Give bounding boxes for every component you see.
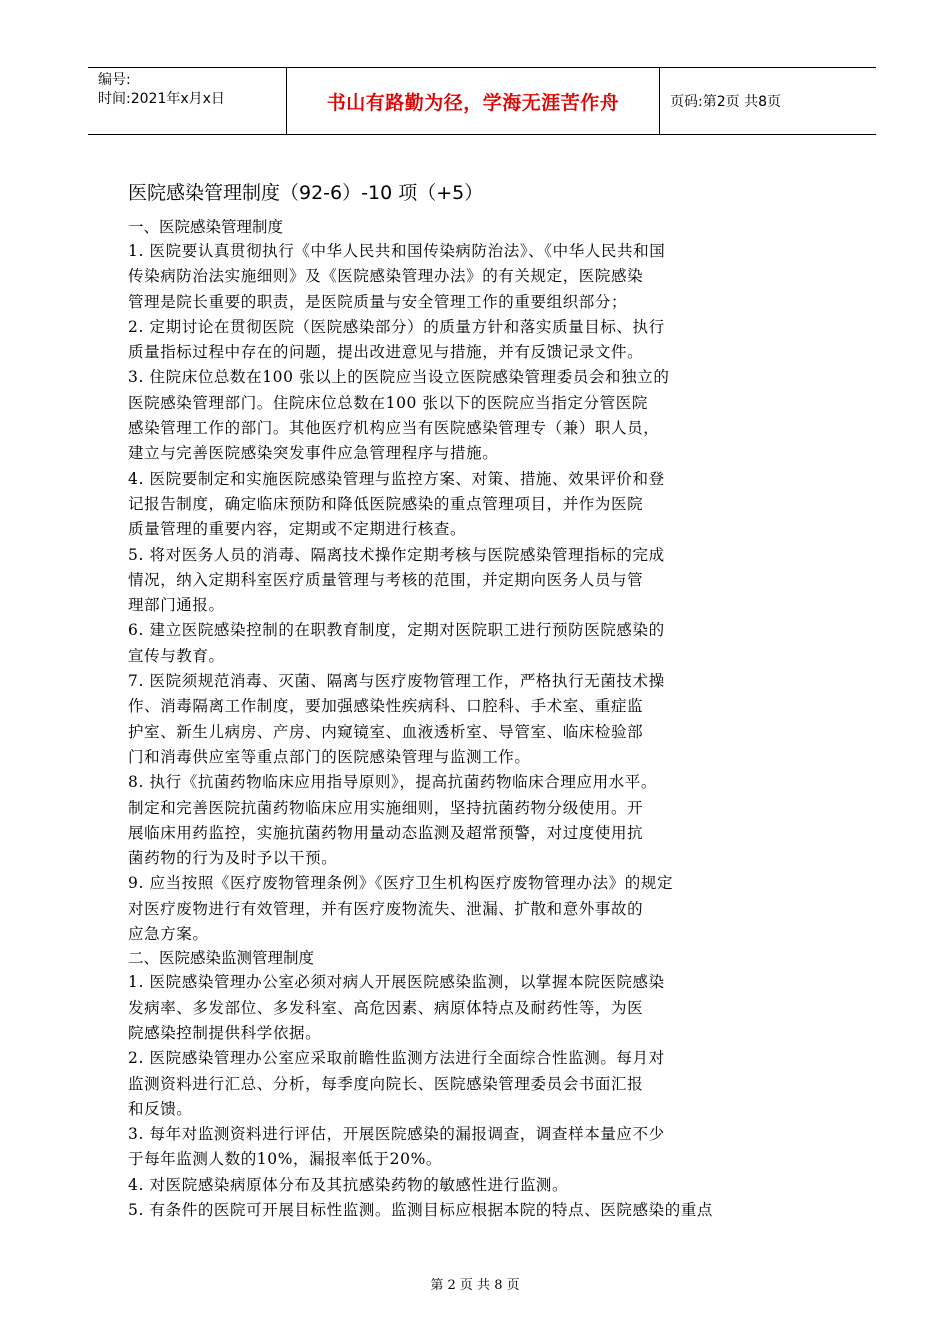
text-line: 6. 建立医院感染控制的在职教育制度，定期对医院职工进行预防医院感染的 — [128, 621, 665, 640]
text-line: 发病率、多发部位、多发科室、高危因素、病原体特点及耐药性等，为医 — [128, 998, 644, 1017]
motto: 书山有路勤为径，学海无涯苦作舟 — [326, 91, 620, 114]
text-line: 护室、新生儿病房、产房、内窥镜室、血液透析室、导管室、临床检验部 — [128, 722, 644, 741]
text-line: 作、消毒隔离工作制度，要加强感染性疾病科、口腔科、手术室、重症监 — [128, 697, 644, 716]
header-motto-cell — [286, 68, 660, 134]
text-line: 菌药物的行为及时予以干预。 — [128, 849, 338, 868]
text-line: 2. 医院感染管理办公室应采取前瞻性监测方法进行全面综合性监测。每月对 — [128, 1049, 665, 1068]
text-line: 7. 医院须规范消毒、灭菌、隔离与医疗废物管理工作，严格执行无菌技术操 — [128, 672, 665, 691]
text-line: 医院感染管理部门。住院床位总数在100 张以下的医院应当指定分管医院 — [128, 393, 648, 412]
sections-container — [128, 216, 828, 1223]
number-label: 编号: — [98, 72, 131, 88]
text-line: 理部门通报。 — [128, 596, 225, 615]
page-label: 页码:第2页 共8页 — [670, 94, 781, 110]
text-line: 门和消毒供应室等重点部门的医院感染管理与监测工作。 — [128, 747, 531, 766]
text-line: 4. 医院要制定和实施医院感染管理与监控方案、对策、措施、效果评价和登 — [128, 469, 665, 488]
text-line: 对医疗废物进行有效管理，并有医疗废物流失、泄漏、扩散和意外事故的 — [128, 899, 644, 918]
text-line: 感染管理工作的部门。其他医疗机构应当有医院感染管理专（兼）职人员， — [128, 419, 660, 438]
text-line: 传染病防治法实施细则》及《医院感染管理办法》的有关规定，医院感染 — [128, 267, 644, 286]
text-line: 2. 定期讨论在贯彻医院（医院感染部分）的质量方针和落实质量目标、执行 — [128, 317, 665, 336]
section-heading: 一、医院感染管理制度 — [128, 218, 284, 236]
text-line: 宣传与教育。 — [128, 646, 225, 665]
text-line: 1. 医院要认真贯彻执行《中华人民共和国传染病防治法》、《中华人民共和国 — [128, 242, 666, 260]
document-body — [128, 180, 828, 1223]
page-header — [88, 67, 876, 135]
text-line: 监测资料进行汇总、分析，每季度向院长、医院感染管理委员会书面汇报 — [128, 1074, 644, 1093]
text-line: 记报告制度，确定临床预防和降低医院感染的重点管理项目，并作为医院 — [128, 494, 644, 513]
text-line: 8. 执行《抗菌药物临床应用指导原则》，提高抗菌药物临床合理应用水平。 — [128, 773, 657, 792]
text-line: 1. 医院感染管理办公室必须对病人开展医院感染监测，以掌握本院医院感染 — [128, 973, 665, 992]
text-line: 质量指标过程中存在的问题，提出改进意见与措施，并有反馈记录文件。 — [128, 343, 644, 362]
section-heading: 二、医院感染监测管理制度 — [128, 949, 315, 968]
text-line: 建立与完善医院感染突发事件应急管理程序与措施。 — [128, 444, 499, 463]
text-line: 4. 对医院感染病原体分布及其抗感染药物的敏感性进行监测。 — [128, 1175, 569, 1194]
text-line: 管理是院长重要的职责，是医院质量与安全管理工作的重要组织部分； — [128, 292, 628, 311]
time-label: 时间:2021年x月x日 — [98, 91, 225, 107]
text-line: 制定和完善医院抗菌药物临床应用实施细则，坚持抗菌药物分级使用。开 — [128, 798, 644, 817]
text-line: 和反馈。 — [128, 1099, 193, 1118]
page-title: 医院感染管理制度（92-6）-10 项（+5） — [128, 182, 484, 204]
header-info-cell — [88, 68, 286, 134]
text-line: 情况，纳入定期科室医疗质量管理与考核的范围，并定期向医务人员与管 — [128, 570, 644, 589]
text-line: 5. 有条件的医院可开展目标性监测。监测目标应根据本院的特点、医院感染的重点 — [128, 1200, 714, 1219]
text-line: 3. 每年对监测资料进行评估，开展医院感染的漏报调查，调查样本量应不少 — [128, 1125, 665, 1144]
page-footer: 第 2 页 共 8 页 — [430, 1278, 520, 1293]
text-line: 院感染控制提供科学依据。 — [128, 1023, 322, 1042]
text-line: 9. 应当按照《医疗废物管理条例》《医疗卫生机构医疗废物管理办法》的规定 — [128, 874, 674, 893]
text-line: 5. 将对医务人员的消毒、隔离技术操作定期考核与医院感染管理指标的完成 — [128, 545, 665, 564]
text-line: 质量管理的重要内容，定期或不定期进行核查。 — [128, 520, 467, 539]
text-line: 应急方案。 — [128, 925, 209, 944]
header-page-cell — [660, 68, 876, 134]
text-line: 展临床用药监控，实施抗菌药物用量动态监测及超常预警，对过度使用抗 — [128, 823, 644, 842]
text-line: 3. 住院床位总数在100 张以上的医院应当设立医院感染管理委员会和独立的 — [128, 368, 670, 387]
text-line: 于每年监测人数的10%，漏报率低于20%。 — [128, 1150, 443, 1169]
